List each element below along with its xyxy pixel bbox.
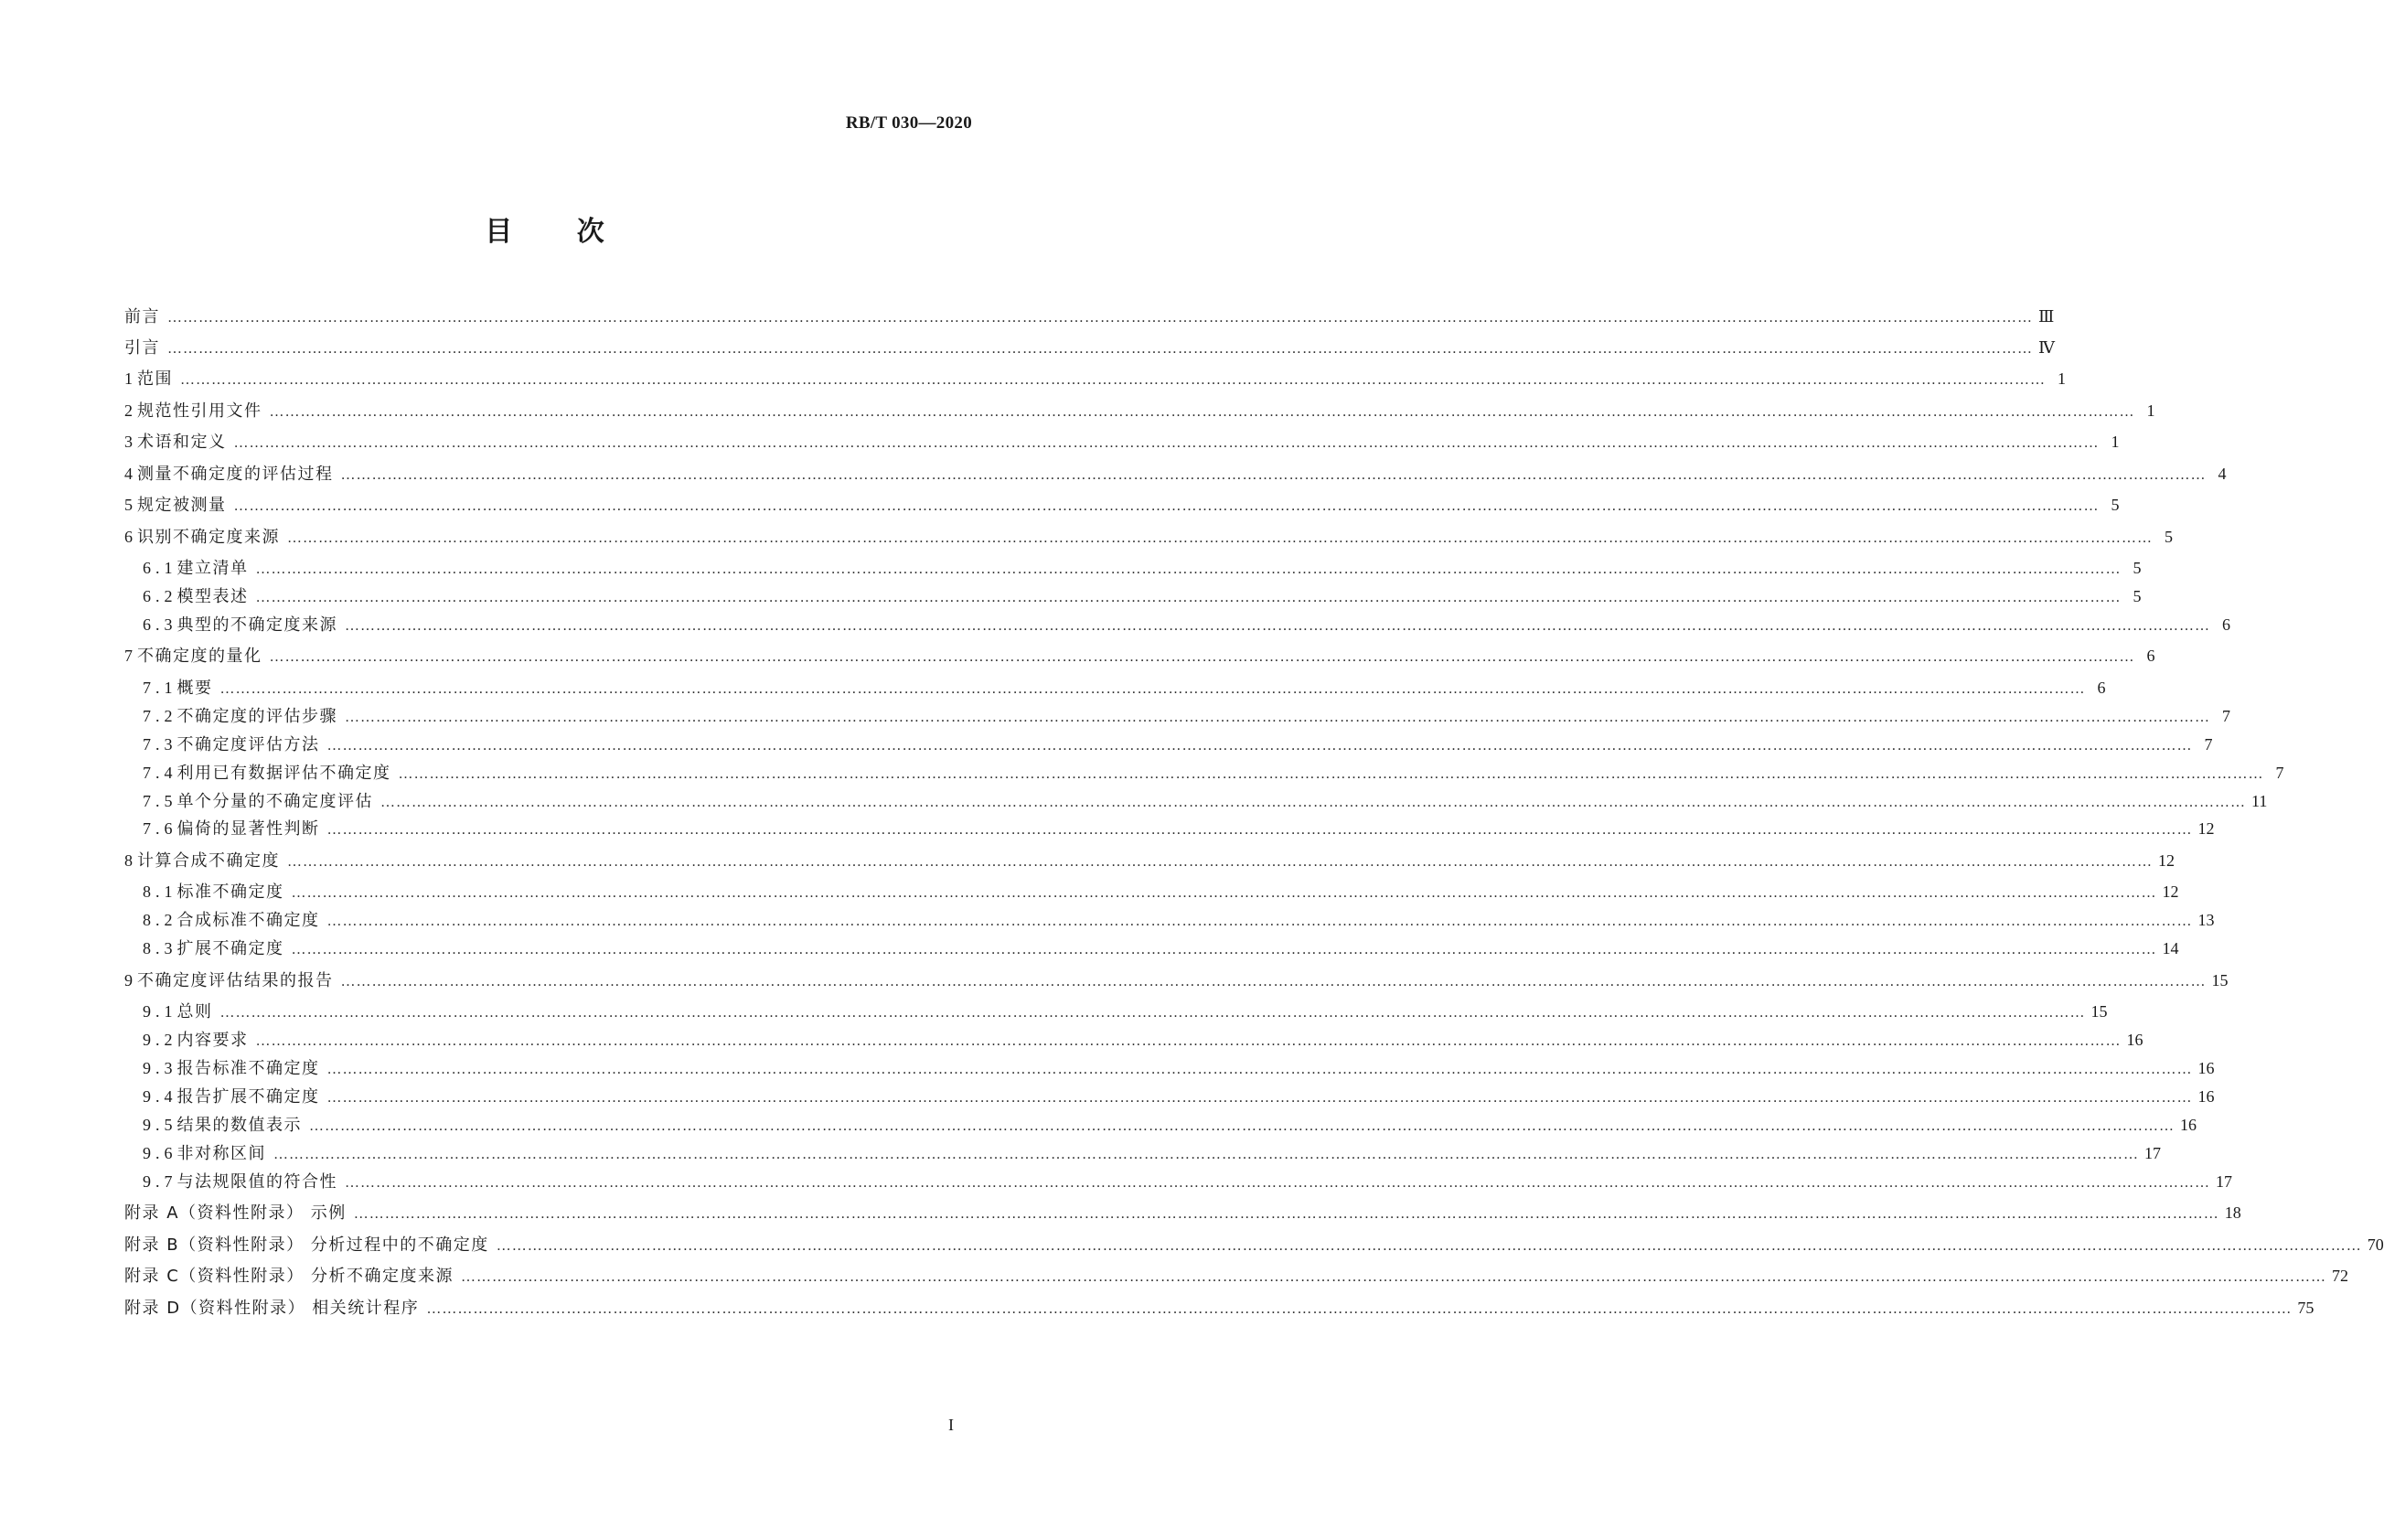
toc-entry-number: 9.6 [143, 1144, 177, 1162]
toc-dot-leader: ……………………………………………………………………………………………………………………………………………………………………………………………………………………………………………………………………………………………………………………………… [398, 766, 2264, 782]
toc-entry-page: 7 [2275, 764, 2284, 782]
toc-entry-label: 附录 B（资料性附录） 分析过程中的不确定度 [124, 1235, 489, 1255]
toc-entry-page: 18 [2224, 1203, 2241, 1222]
toc-entry[interactable] [124, 848, 2175, 872]
toc-entry-label: 报告扩展不确定度 [176, 1087, 320, 1107]
toc-entry[interactable] [143, 1027, 2143, 1051]
toc-entry-label: 非对称区间 [176, 1144, 266, 1163]
toc-entry[interactable] [124, 1200, 2241, 1224]
toc-entry-page: 75 [2297, 1299, 2315, 1317]
toc-entry[interactable] [143, 675, 2106, 699]
toc-entry-page: 16 [2197, 1059, 2215, 1077]
toc-entry[interactable] [143, 816, 2215, 840]
toc-dot-leader: ……………………………………………………………………………………………………………………………………………………………………………………………………………………………………………………………………………………………………………………………… [496, 1238, 2362, 1254]
toc-entry[interactable] [124, 492, 2120, 516]
toc-entry-page: 5 [2133, 587, 2142, 605]
toc-entry[interactable] [143, 936, 2179, 959]
toc-entry-number: 7.1 [143, 679, 177, 697]
toc-entry[interactable] [143, 760, 2284, 784]
toc-entry-page: 72 [2332, 1267, 2349, 1285]
toc-entry-label: 不确定度的评估步骤 [176, 707, 337, 726]
toc-entry-number: 2 [124, 401, 137, 420]
toc-entry[interactable] [124, 643, 2155, 667]
toc-entry-number: 7.6 [143, 819, 177, 838]
toc-dot-leader: ……………………………………………………………………………………………………………………………………………………………………………………………………………………………………………………………………………………………………………………………… [345, 710, 2210, 725]
toc-entry-page: 17 [2144, 1144, 2161, 1162]
toc-entry-number: 8 [124, 851, 137, 870]
toc-entry[interactable] [124, 1232, 2384, 1256]
toc-entry-number: 9 [124, 971, 137, 989]
toc-entry[interactable] [143, 999, 2108, 1022]
toc-entry-number: 9.1 [143, 1002, 177, 1021]
toc-dot-leader: ……………………………………………………………………………………………………………………………………………………………………………………………………………………………………………………………………………………………………………………………… [219, 681, 2086, 697]
toc-dot-leader: ……………………………………………………………………………………………………………………………………………………………………………………………………………………………………………………………………………………………………………………………… [269, 649, 2135, 665]
toc-entry-label: 引言 [124, 338, 160, 358]
toc-entry-page: 16 [2197, 1087, 2215, 1106]
toc-entry-label: 与法规限值的符合性 [176, 1172, 337, 1192]
toc-entry-label: 计算合成不确定度 [137, 851, 280, 871]
toc-entry-number: 7 [124, 647, 137, 665]
toc-entry-label: 扩展不确定度 [176, 939, 284, 958]
toc-entry-label: 不确定度评估结果的报告 [137, 971, 334, 990]
toc-entry[interactable] [143, 583, 2142, 607]
toc-dot-leader: ……………………………………………………………………………………………………………………………………………………………………………………………………………………………………………………………………………………………………………………………… [326, 1062, 2193, 1077]
toc-entry-number: 8.1 [143, 882, 177, 901]
toc-dot-leader: ……………………………………………………………………………………………………………………………………………………………………………………………………………………………………………………………………………………………………………………………… [273, 1147, 2139, 1162]
toc-dot-leader: ……………………………………………………………………………………………………………………………………………………………………………………………………………………………………………………………………………………………………………………………… [219, 1005, 2086, 1021]
toc-entry-label: 附录 A（资料性附录） 示例 [124, 1203, 347, 1223]
toc-dot-leader: ……………………………………………………………………………………………………………………………………………………………………………………………………………………………………………………………………………………………………………………………… [345, 1175, 2210, 1191]
toc-dot-leader: ……………………………………………………………………………………………………………………………………………………………………………………………………………………………………………………………………………………………………………………………… [233, 498, 2100, 514]
toc-entry-label: 建立清单 [176, 559, 249, 578]
toc-entry[interactable] [124, 524, 2173, 548]
toc-entry-page: Ⅳ [2038, 338, 2055, 357]
toc-entry[interactable] [124, 335, 2055, 358]
toc-entry[interactable] [124, 366, 2066, 390]
toc-entry[interactable] [143, 907, 2215, 931]
toc-dot-leader: ……………………………………………………………………………………………………………………………………………………………………………………………………………………………………………………………………………………………………………………………… [345, 618, 2210, 634]
toc-dot-leader: ……………………………………………………………………………………………………………………………………………………………………………………………………………………………………………………………………………………………………………………………… [287, 854, 2153, 870]
toc-entry-page: 12 [2162, 882, 2179, 901]
toc-entry-number: 3 [124, 433, 137, 451]
toc-entry-page: 16 [2180, 1116, 2197, 1134]
toc-entry-page: 5 [2165, 528, 2173, 546]
toc-entry-label: 术语和定义 [137, 433, 227, 452]
toc-entry-page: 12 [2158, 851, 2175, 870]
toc-entry-label: 不确定度评估方法 [176, 735, 320, 754]
toc-dot-leader: ……………………………………………………………………………………………………………………………………………………………………………………………………………………………………………………………………………………………………………………………… [255, 561, 2122, 577]
toc-entry-label: 识别不确定度来源 [137, 528, 280, 547]
toc-entry-number: 6 [124, 528, 137, 546]
toc-entry-number: 8.3 [143, 939, 177, 957]
toc-entry[interactable] [124, 1263, 2349, 1287]
toc-entry-number: 8.2 [143, 911, 177, 929]
toc-entry-label: 合成标准不确定度 [176, 911, 320, 930]
toc-entry-page: 13 [2197, 911, 2215, 929]
toc-entry[interactable] [143, 1169, 2232, 1192]
toc-entry-number: 6.2 [143, 587, 177, 605]
toc-entry-label: 内容要求 [176, 1031, 249, 1050]
toc-entry-page: 6 [2146, 647, 2155, 665]
toc-entry[interactable] [124, 398, 2155, 422]
toc-entry-label: 结果的数值表示 [176, 1116, 302, 1135]
toc-entry-number: 6.3 [143, 615, 177, 634]
toc-entry-page: 15 [2090, 1002, 2108, 1021]
toc-entry[interactable] [143, 555, 2142, 579]
toc-dot-leader: ……………………………………………………………………………………………………………………………………………………………………………………………………………………………………………………………………………………………………………………………… [309, 1118, 2175, 1134]
toc-dot-leader: ……………………………………………………………………………………………………………………………………………………………………………………………………………………………………………………………………………………………………………………………… [287, 530, 2153, 546]
toc-entry-label: 报告标准不确定度 [176, 1059, 320, 1078]
page-title: 目 次 [485, 216, 604, 248]
toc-dot-leader: ……………………………………………………………………………………………………………………………………………………………………………………………………………………………………………………………………………………………………………………………… [353, 1206, 2219, 1222]
toc-entry-page: 11 [2251, 792, 2268, 810]
toc-dot-leader: ……………………………………………………………………………………………………………………………………………………………………………………………………………………………………………………………………………………………………………………………… [255, 590, 2122, 605]
toc-entry-page: 17 [2216, 1172, 2232, 1191]
toc-entry[interactable] [143, 1084, 2215, 1107]
toc-entry-label: 利用已有数据评估不确定度 [176, 764, 391, 783]
toc-entry-number: 9.7 [143, 1172, 177, 1191]
toc-dot-leader: ……………………………………………………………………………………………………………………………………………………………………………………………………………………………………………………………………………………………………………………………… [269, 404, 2135, 420]
toc-entry-number: 9.2 [143, 1031, 177, 1049]
toc-entry[interactable] [143, 703, 2230, 727]
toc-entry[interactable] [124, 1295, 2315, 1319]
toc-entry-number: 4 [124, 465, 137, 483]
toc-dot-leader: ……………………………………………………………………………………………………………………………………………………………………………………………………………………………………………………………………………………………………………………………… [326, 1090, 2193, 1106]
toc-entry-page: 6 [2097, 679, 2106, 697]
toc-entry-label: 规范性引用文件 [137, 401, 262, 421]
toc-dot-leader: ……………………………………………………………………………………………………………………………………………………………………………………………………………………………………………………………………………………………………………………………… [326, 914, 2193, 929]
toc-entry-label: 规定被测量 [137, 496, 227, 515]
toc-entry[interactable] [143, 732, 2213, 755]
toc-dot-leader: ……………………………………………………………………………………………………………………………………………………………………………………………………………………………………………………………………………………………………………………………… [167, 341, 2033, 357]
toc-entry[interactable] [143, 1055, 2215, 1079]
toc-entry[interactable] [124, 461, 2227, 485]
toc-entry-page: 5 [2133, 559, 2142, 577]
toc-entry-label: 附录 D（资料性附录） 相关统计程序 [124, 1299, 420, 1318]
toc-entry-number: 6.1 [143, 559, 177, 577]
toc-dot-leader: ……………………………………………………………………………………………………………………………………………………………………………………………………………………………………………………………………………………………………………………………… [255, 1033, 2122, 1049]
toc-entry-label: 模型表述 [176, 587, 249, 606]
toc-entry-page: 7 [2222, 707, 2230, 725]
toc-entry-page: 12 [2197, 819, 2215, 838]
toc-entry[interactable] [143, 788, 2268, 812]
toc-entry-label: 典型的不确定度来源 [176, 615, 337, 635]
toc-dot-leader: ……………………………………………………………………………………………………………………………………………………………………………………………………………………………………………………………………………………………………………………………… [380, 795, 2246, 810]
toc-dot-leader: ……………………………………………………………………………………………………………………………………………………………………………………………………………………………………………………………………………………………………………………………… [340, 467, 2207, 483]
toc-dot-leader: ……………………………………………………………………………………………………………………………………………………………………………………………………………………………………………………………………………………………………………………………… [461, 1269, 2327, 1285]
toc-dot-leader: ……………………………………………………………………………………………………………………………………………………………………………………………………………………………………………………………………………………………………………………………… [180, 372, 2046, 388]
toc-dot-leader: ……………………………………………………………………………………………………………………………………………………………………………………………………………………………………………………………………………………………………………………………… [326, 822, 2193, 838]
toc-entry[interactable] [143, 612, 2230, 636]
toc-entry-page: 6 [2222, 615, 2230, 634]
toc-entry-label: 测量不确定度的评估过程 [137, 465, 334, 484]
toc-entry[interactable] [143, 879, 2179, 903]
toc-entry[interactable] [143, 1112, 2197, 1136]
toc-entry[interactable] [124, 304, 2055, 327]
toc-entry-number: 9.4 [143, 1087, 177, 1106]
toc-entry[interactable] [124, 429, 2120, 453]
toc-entry[interactable] [143, 1140, 2161, 1164]
toc-entry-page: 7 [2204, 735, 2213, 754]
toc-entry-page: 1 [2058, 369, 2066, 388]
toc-entry-number: 5 [124, 496, 137, 514]
toc-entry-number: 9.3 [143, 1059, 177, 1077]
toc-entry-page: 15 [2211, 971, 2229, 989]
toc-entry-page: 14 [2162, 939, 2179, 957]
toc-entry-page: 16 [2126, 1031, 2143, 1049]
toc-dot-leader: ……………………………………………………………………………………………………………………………………………………………………………………………………………………………………………………………………………………………………………………………… [167, 310, 2033, 326]
toc-entry-label: 概要 [176, 679, 213, 698]
toc-dot-leader: ……………………………………………………………………………………………………………………………………………………………………………………………………………………………………………………………………………………………………………………………… [340, 974, 2207, 989]
toc-entry-page: 1 [2146, 401, 2155, 420]
toc-entry-page: 1 [2111, 433, 2120, 451]
toc-entry-label: 偏倚的显著性判断 [176, 819, 320, 839]
toc-entry-label: 标准不确定度 [176, 882, 284, 902]
toc-entry-number: 9.5 [143, 1116, 177, 1134]
toc-dot-leader: ……………………………………………………………………………………………………………………………………………………………………………………………………………………………………………………………………………………………………………………………… [326, 738, 2193, 754]
toc-dot-leader: ……………………………………………………………………………………………………………………………………………………………………………………………………………………………………………………………………………………………………………………………… [233, 435, 2100, 451]
toc-entry-label: 范围 [137, 369, 173, 389]
toc-dot-leader: ……………………………………………………………………………………………………………………………………………………………………………………………………………………………………………………………………………………………………………………………… [291, 942, 2157, 957]
toc-entry-label: 总则 [176, 1002, 213, 1021]
toc-entry-number: 1 [124, 369, 137, 388]
toc-entry-label: 不确定度的量化 [137, 647, 262, 666]
toc-entry-page: 70 [2367, 1235, 2384, 1254]
standard-code: RB/T 030—2020 [845, 113, 972, 133]
toc-dot-leader: ……………………………………………………………………………………………………………………………………………………………………………………………………………………………………………………………………………………………………………………………… [426, 1301, 2293, 1317]
toc-entry-number: 7.2 [143, 707, 177, 725]
toc-entry-page: Ⅲ [2038, 307, 2055, 326]
toc-entry-number: 7.5 [143, 792, 177, 810]
toc-entry-label: 前言 [124, 307, 160, 326]
toc-entry-number: 7.4 [143, 764, 177, 782]
toc-entry[interactable] [124, 968, 2229, 991]
toc-entry-page: 4 [2218, 465, 2227, 483]
toc-entry-page: 5 [2111, 496, 2120, 514]
toc-entry-label: 单个分量的不确定度评估 [176, 792, 373, 811]
toc-entry-label: 附录 C（资料性附录） 分析不确定度来源 [124, 1267, 454, 1286]
toc-dot-leader: ……………………………………………………………………………………………………………………………………………………………………………………………………………………………………………………………………………………………………………………………… [291, 885, 2157, 901]
toc-entry-number: 7.3 [143, 735, 177, 754]
page-number: I [948, 1416, 954, 1434]
